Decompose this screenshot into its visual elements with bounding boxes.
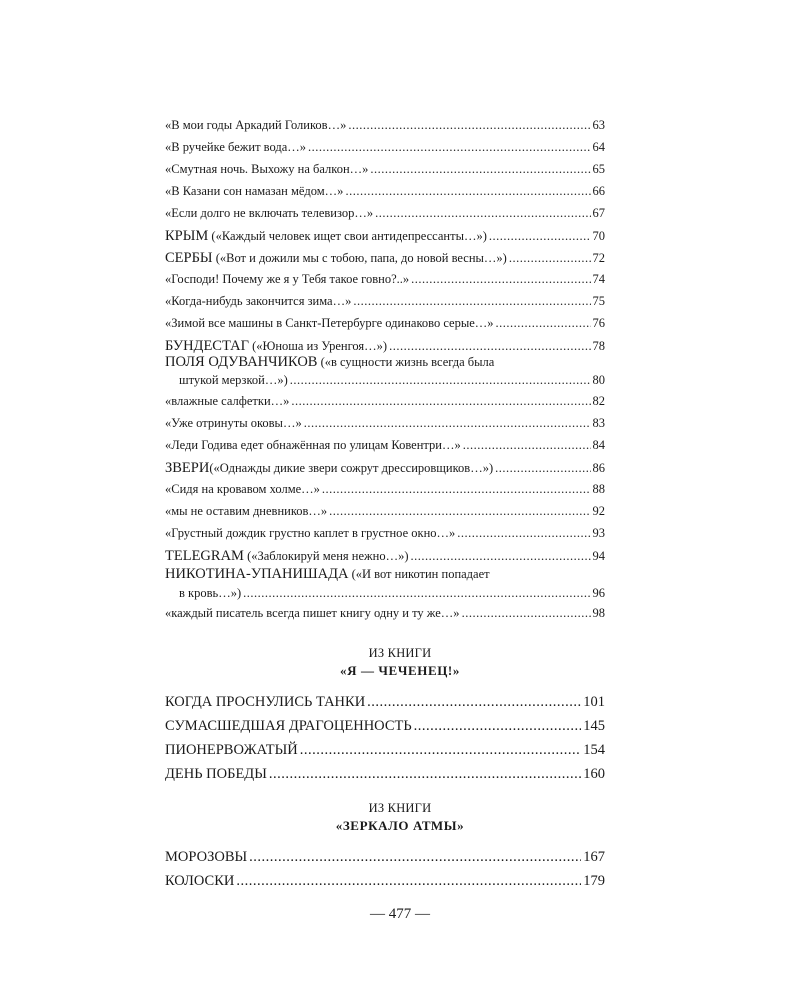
- entry-title: «В мои годы Аркадий Голиков…»: [165, 118, 347, 132]
- entry-title: «влажные салфетки…»: [165, 394, 290, 408]
- entry-page: 74: [592, 272, 605, 286]
- entry-title: [165, 548, 408, 565]
- toc-entry: [165, 526, 605, 541]
- entry-page: 167: [583, 849, 605, 865]
- dot-leader: [414, 718, 582, 735]
- entry-title-caps: СЕРБЫ: [165, 250, 213, 266]
- entry-title-caps: ПОЛЯ ОДУВАНЧИКОВ: [165, 354, 318, 370]
- entry-page: 82: [592, 394, 605, 408]
- toc-entry: [165, 394, 605, 409]
- toc-entry: [179, 586, 605, 601]
- dot-leader: [410, 549, 590, 564]
- entry-title: «Смутная ночь. Выхожу на балкон…»: [165, 162, 369, 176]
- entry-title-caps: БУНДЕСТАГ: [165, 338, 249, 354]
- entry-title: «каждый писатель всегда пишет книгу одну и ту же…»: [165, 606, 460, 620]
- entry-title-caps: TELEGRAM: [165, 548, 244, 564]
- toc-entry: [165, 140, 605, 155]
- toc-entry: [165, 548, 605, 565]
- dot-leader: [329, 504, 590, 519]
- dot-leader: [495, 461, 590, 476]
- entry-title-rest: («Однажды дикие звери сожрут дрессировщиков…»): [209, 461, 494, 475]
- entry-title: «Когда-нибудь закончится зима…»: [165, 294, 352, 308]
- entry-page: 154: [583, 742, 605, 758]
- toc-entry: [165, 742, 605, 759]
- toc-entry: [165, 272, 605, 287]
- dot-leader: [348, 118, 590, 133]
- toc-entry: [165, 482, 605, 497]
- entry-page: 63: [592, 118, 605, 132]
- toc-entry: [165, 766, 605, 783]
- toc-entry: [165, 606, 605, 621]
- entry-title-caps: КРЫМ: [165, 228, 209, 244]
- entry-title-rest: («Вот и дожили мы с тобою, папа, до новой весны…»): [212, 251, 507, 265]
- dot-leader: [496, 316, 591, 331]
- dot-leader: [389, 339, 590, 354]
- dot-leader: [411, 272, 590, 287]
- entry-title: «Сидя на кровавом холме…»: [165, 482, 320, 496]
- dot-leader: [243, 586, 590, 601]
- dot-leader: [375, 206, 590, 221]
- entry-title: «Зимой все машины в Санкт-Петербурге одинаково серые…»: [165, 316, 494, 330]
- dot-leader: [370, 162, 590, 177]
- entry-page: 160: [583, 766, 605, 782]
- toc-entry-first-line: [165, 354, 494, 371]
- entry-page: 72: [592, 251, 605, 265]
- toc-entry: [165, 228, 605, 245]
- entry-page: 179: [583, 873, 605, 889]
- entry-page: 67: [592, 206, 605, 220]
- entry-title: [165, 228, 487, 245]
- entry-title: «Грустный дождик грустно каплет в грустное окно…»: [165, 526, 456, 540]
- entry-title: «В Казани сон намазан мёдом…»: [165, 184, 344, 198]
- entry-title-caps: НИКОТИНА-УПАНИШАДА: [165, 566, 349, 582]
- dot-leader: [489, 229, 591, 244]
- entry-title: «Если долго не включать телевизор…»: [165, 206, 374, 220]
- toc-entry: [165, 206, 605, 221]
- entry-page: 86: [592, 461, 605, 475]
- toc-entry: [165, 504, 605, 519]
- toc-entry: [165, 118, 605, 133]
- toc-entry: [165, 718, 605, 735]
- dot-leader: [367, 694, 581, 711]
- toc-entry-first-line: [165, 566, 490, 583]
- dot-leader: [353, 294, 590, 309]
- toc-entry: [165, 873, 605, 890]
- section-kicker: ИЗ КНИГИ: [368, 646, 432, 660]
- toc-entry: [165, 250, 605, 267]
- dot-leader: [322, 482, 591, 497]
- entry-page: 88: [592, 482, 605, 496]
- dot-leader: [463, 438, 591, 453]
- entry-page: 64: [592, 140, 605, 154]
- dot-leader: [291, 394, 590, 409]
- dot-leader: [457, 526, 590, 541]
- entry-page: 93: [592, 526, 605, 540]
- entry-page: 96: [592, 586, 605, 600]
- toc-entry: [165, 338, 605, 355]
- entry-page: 70: [592, 229, 605, 243]
- entry-title: «В ручейке бежит вода…»: [165, 140, 307, 154]
- dot-leader: [462, 606, 591, 621]
- toc-entry: [179, 373, 605, 388]
- entry-page: 66: [592, 184, 605, 198]
- entry-title: ДЕНЬ ПОБЕДЫ: [165, 766, 267, 782]
- toc-entry: [165, 162, 605, 177]
- section-title: «Я — ЧЕЧЕНЕЦ!»: [340, 663, 460, 678]
- entry-title: «Господи! Почему же я у Тебя такое говно?..»: [165, 272, 410, 286]
- entry-page: 76: [592, 316, 605, 330]
- entry-page: 98: [592, 606, 605, 620]
- dot-leader: [236, 873, 581, 890]
- entry-title: «мы не оставим дневников…»: [165, 504, 328, 518]
- entry-page: 92: [592, 504, 605, 518]
- entry-title: «Леди Годива едет обнажённая по улицам Ковентри…»: [165, 438, 461, 452]
- toc-entry: [165, 849, 605, 866]
- toc-entry: [165, 294, 605, 309]
- toc-entry: [165, 694, 605, 711]
- dot-leader: [509, 251, 591, 266]
- entry-page: 145: [583, 718, 605, 734]
- dot-leader: [249, 849, 581, 866]
- dot-leader: [269, 766, 581, 783]
- entry-title: КОЛОСКИ: [165, 873, 235, 889]
- entry-page: 101: [583, 694, 605, 710]
- entry-page: 83: [592, 416, 605, 430]
- toc-entry: [165, 438, 605, 453]
- entry-title-rest: («Юноша из Уренгоя…»): [248, 339, 388, 353]
- entry-title-continuation: в кровь…»): [179, 586, 242, 600]
- entry-title-rest: («И вот никотин попадает: [348, 567, 490, 581]
- dot-leader: [308, 140, 590, 155]
- entry-title-rest: («в сущности жизнь всегда была: [317, 355, 495, 369]
- entry-title: МОРОЗОВЫ: [165, 849, 248, 865]
- entry-title: СУМАСШЕДШАЯ ДРАГОЦЕННОСТЬ: [165, 718, 412, 734]
- entry-page: 65: [592, 162, 605, 176]
- entry-page: 84: [592, 438, 605, 452]
- entry-title-continuation: штукой мерзкой…»): [179, 373, 288, 387]
- dot-leader: [290, 373, 591, 388]
- entry-title: [165, 250, 507, 267]
- section-title: «ЗЕРКАЛО АТМЫ»: [335, 818, 465, 833]
- entry-title: «Уже отринуты оковы…»: [165, 416, 302, 430]
- entry-title: [165, 460, 493, 477]
- entry-title-rest: («Каждый человек ищет свои антидепрессанты…»): [208, 229, 487, 243]
- entry-title: КОГДА ПРОСНУЛИСЬ ТАНКИ: [165, 694, 366, 710]
- toc-entry: [165, 316, 605, 331]
- dot-leader: [304, 416, 591, 431]
- entry-page: 78: [592, 339, 605, 353]
- entry-page: 80: [592, 373, 605, 387]
- toc-entry: [165, 460, 605, 477]
- section-kicker: ИЗ КНИГИ: [368, 801, 432, 815]
- dot-leader: [300, 742, 581, 759]
- entry-title-rest: («Заблокируй меня нежно…»): [243, 549, 409, 563]
- entry-title: [165, 338, 387, 355]
- toc-entry: [165, 416, 605, 431]
- page-number: — 477 —: [370, 906, 430, 922]
- dot-leader: [345, 184, 590, 199]
- entry-title: ПИОНЕРВОЖАТЫЙ: [165, 742, 298, 758]
- entry-page: 94: [592, 549, 605, 563]
- entry-title-caps: ЗВЕРИ: [165, 460, 210, 476]
- entry-page: 75: [592, 294, 605, 308]
- toc-entry: [165, 184, 605, 199]
